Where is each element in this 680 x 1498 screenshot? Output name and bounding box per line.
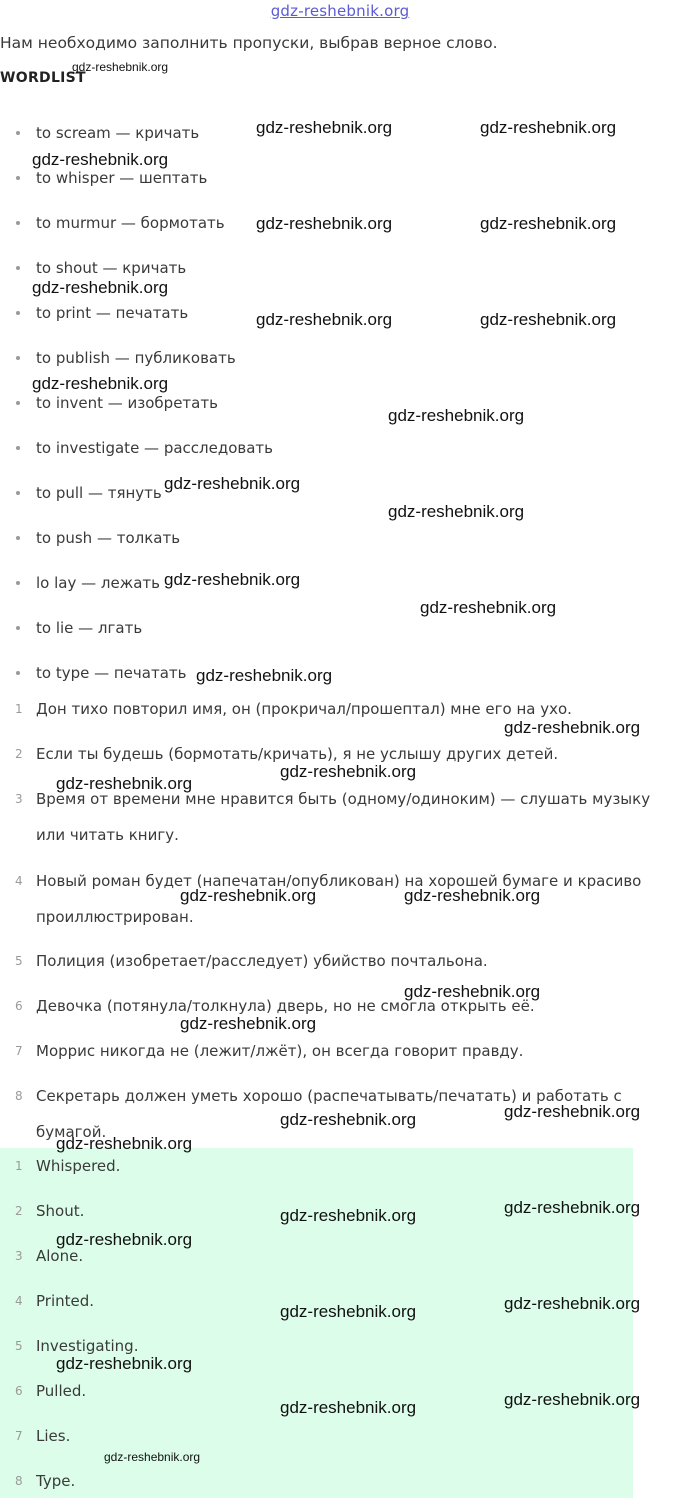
exercise-sentence: Новый роман будет (напечатан/опубликован) на хорошей бумаге и красиво проиллюстрирован. — [36, 872, 642, 926]
watermark: gdz-reshebnik.org — [280, 1398, 417, 1417]
item-number: 8 — [15, 1474, 23, 1488]
watermark: gdz-reshebnik.org — [256, 310, 393, 329]
watermark: gdz-reshebnik.org — [504, 1294, 641, 1313]
exercise-sentence: Если ты будешь (бормотать/кричать), я не услышу других детей. — [36, 745, 559, 763]
watermark: gdz-reshebnik.org — [504, 718, 641, 737]
watermark: gdz-reshebnik.org — [32, 374, 169, 393]
watermark: gdz-reshebnik.org — [504, 1102, 641, 1121]
bullet-icon — [16, 491, 20, 495]
item-number: 3 — [15, 792, 23, 806]
answers-panel — [0, 1148, 633, 1498]
item-number: 8 — [15, 1089, 23, 1103]
exercise-sentence: Дон тихо повторил имя, он (прокричал/прошептал) мне его на ухо. — [36, 700, 572, 718]
item-number: 7 — [15, 1044, 23, 1058]
item-number: 1 — [15, 702, 23, 716]
exercise-sentence: Время от времени мне нравится быть (одному/одиноким) — слушать музыку или читать книгу. — [36, 790, 651, 844]
watermark: gdz-reshebnik.org — [388, 502, 525, 521]
watermark: gdz-reshebnik.org — [104, 1450, 201, 1464]
exercise-sentence: Секретарь должен уметь хорошо (распечатывать/печатать) и работать с бумагой. — [36, 1087, 622, 1141]
watermark: gdz-reshebnik.org — [404, 982, 541, 1001]
watermark: gdz-reshebnik.org — [256, 118, 393, 137]
watermark: gdz-reshebnik.org — [56, 1230, 193, 1249]
watermark: gdz-reshebnik.org — [480, 310, 617, 329]
bullet-icon — [16, 356, 20, 360]
answer-text: Shout. — [36, 1202, 85, 1220]
watermark: gdz-reshebnik.org — [504, 1198, 641, 1217]
watermark: gdz-reshebnik.org — [196, 666, 333, 685]
item-number: 2 — [15, 1204, 23, 1218]
bullet-icon — [16, 626, 20, 630]
item-number: 7 — [15, 1429, 23, 1443]
watermark: gdz-reshebnik.org — [420, 598, 557, 617]
watermark: gdz-reshebnik.org — [280, 1206, 417, 1225]
answer-text: Pulled. — [36, 1382, 87, 1400]
answer-text: Investigating. — [36, 1337, 139, 1355]
answer-text: Printed. — [36, 1292, 95, 1310]
site-link[interactable]: gdz-reshebnik.org — [270, 2, 410, 20]
bullet-icon — [16, 176, 20, 180]
answer-text: Whispered. — [36, 1157, 121, 1175]
item-number: 3 — [15, 1249, 23, 1263]
watermark: gdz-reshebnik.org — [388, 406, 525, 425]
watermark: gdz-reshebnik.org — [32, 150, 169, 169]
watermark: gdz-reshebnik.org — [56, 1354, 193, 1373]
item-number: 6 — [15, 999, 23, 1013]
bullet-icon — [16, 401, 20, 405]
answer-text: Type. — [36, 1472, 76, 1490]
item-number: 6 — [15, 1384, 23, 1398]
item-number: 5 — [15, 954, 23, 968]
bullet-icon — [16, 581, 20, 585]
bullet-icon — [16, 311, 20, 315]
exercise-sentence: Моррис никогда не (лежит/лжёт), он всегда говорит правду. — [36, 1042, 524, 1060]
watermark: gdz-reshebnik.org — [504, 1390, 641, 1409]
bullet-icon — [16, 446, 20, 450]
watermark: gdz-reshebnik.org — [480, 118, 617, 137]
watermark: gdz-reshebnik.org — [180, 886, 317, 905]
instruction-text: Нам необходимо заполнить пропуски, выбрав верное слово. — [0, 34, 498, 52]
item-number: 2 — [15, 747, 23, 761]
watermark: gdz-reshebnik.org — [56, 774, 193, 793]
answer-text: Alone. — [36, 1247, 84, 1265]
bullet-icon — [16, 266, 20, 270]
watermark: gdz-reshebnik.org — [56, 1134, 193, 1153]
watermark: gdz-reshebnik.org — [256, 214, 393, 233]
item-number: 1 — [15, 1159, 23, 1173]
watermark: gdz-reshebnik.org — [164, 474, 301, 493]
exercise-sentence: Полиция (изобретает/расследует) убийство почтальона. — [36, 952, 488, 970]
watermark: gdz-reshebnik.org — [180, 1014, 317, 1033]
exercise-sentence: Девочка (потянула/толкнула) дверь, но не смогла открыть её. — [36, 997, 535, 1015]
watermark: gdz-reshebnik.org — [164, 570, 301, 589]
item-number: 5 — [15, 1339, 23, 1353]
bullet-icon — [16, 221, 20, 225]
watermark: gdz-reshebnik.org — [480, 214, 617, 233]
bullet-icon — [16, 131, 20, 135]
watermark: gdz-reshebnik.org — [280, 1302, 417, 1321]
item-number: 4 — [15, 874, 23, 888]
watermark: gdz-reshebnik.org — [280, 1110, 417, 1129]
answer-text: Lies. — [36, 1427, 71, 1445]
item-number: 4 — [15, 1294, 23, 1308]
watermark: gdz-reshebnik.org — [280, 762, 417, 781]
bullet-icon — [16, 671, 20, 675]
wordlist-title: WORDLIST — [0, 70, 86, 86]
bullet-icon — [16, 536, 20, 540]
watermark: gdz-reshebnik.org — [72, 60, 169, 74]
watermark: gdz-reshebnik.org — [32, 278, 169, 297]
watermark: gdz-reshebnik.org — [404, 886, 541, 905]
